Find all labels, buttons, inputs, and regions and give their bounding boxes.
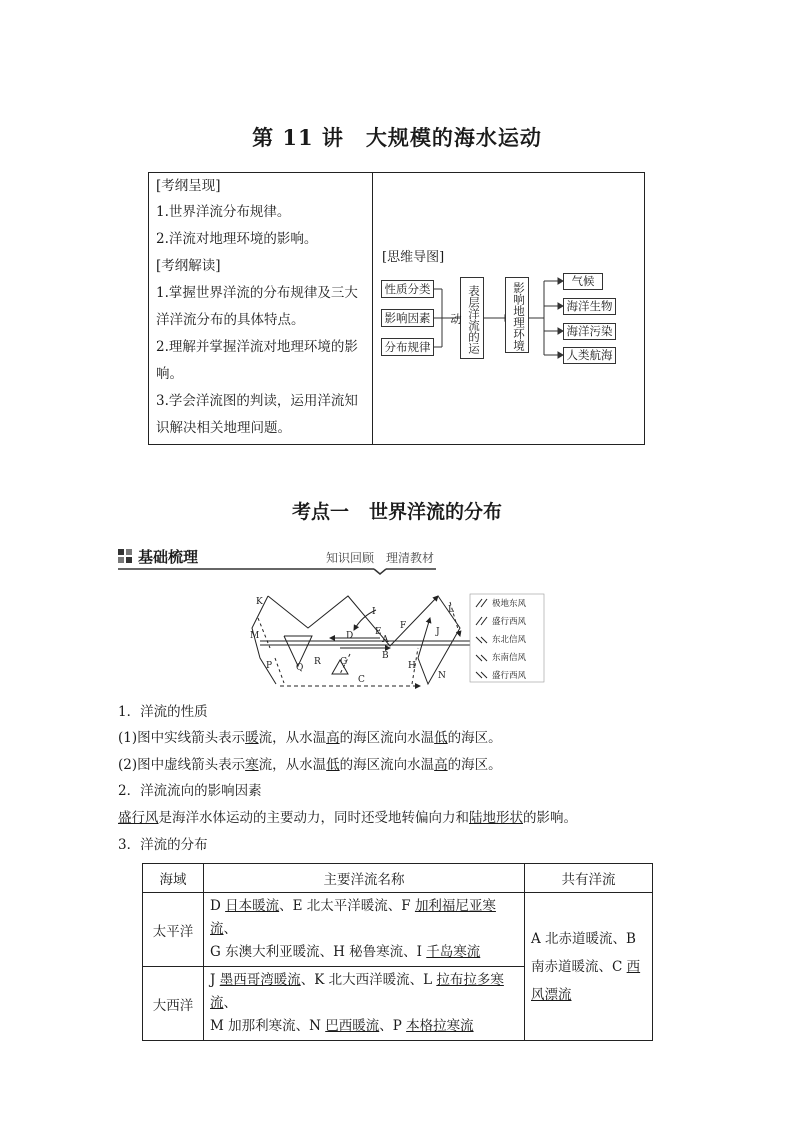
outline-divider bbox=[372, 173, 373, 444]
outline-line: 1.掌握世界洋流的分布规律及三大 bbox=[156, 285, 358, 301]
basic-review-subtitle: 知识回顾 理清教材 bbox=[326, 551, 435, 565]
current-label: C bbox=[358, 675, 365, 685]
table-header: 共有洋流 bbox=[525, 864, 653, 893]
fill-in: 陆地形状 bbox=[469, 810, 523, 826]
text-run: G 东澳大利亚暖流、H 秘鲁寒流、I bbox=[210, 944, 427, 960]
s1-line-1 bbox=[118, 725, 502, 751]
basic-review-title: 基础梳理 bbox=[138, 548, 199, 566]
text-run: 的海区流向水温 bbox=[339, 730, 435, 746]
legend-label: 盛行西风 bbox=[492, 671, 527, 681]
current-label: Q bbox=[296, 663, 304, 673]
outline-line: [考纲呈现] bbox=[156, 178, 221, 194]
mindmap-node-left: 分布规律 bbox=[381, 338, 434, 356]
fill-in: 低 bbox=[326, 757, 340, 773]
fill-in: 暖 bbox=[245, 730, 259, 746]
table-header: 海域 bbox=[143, 864, 204, 893]
text-run: 南赤道暖流、C bbox=[531, 958, 627, 975]
fill-in: 风漂流 bbox=[531, 986, 572, 1003]
current-label: A bbox=[382, 635, 389, 645]
current-label: M bbox=[250, 631, 260, 641]
legend-label: 东南信风 bbox=[492, 653, 527, 663]
text-run: 的海区。 bbox=[447, 757, 502, 773]
current-label: D bbox=[346, 631, 354, 641]
text-run: 、K 北大西洋暖流、L bbox=[300, 972, 437, 988]
mindmap-node-right: 海洋污染 bbox=[563, 323, 616, 340]
currents-cell bbox=[204, 893, 525, 967]
sea-area-cell: 大西洋 bbox=[143, 967, 204, 1041]
text-run: 的海区。 bbox=[447, 730, 502, 746]
current-label: G bbox=[340, 657, 348, 667]
fill-in: 西 bbox=[626, 958, 641, 975]
outline-line: 洋洋流分布的具体特点。 bbox=[156, 312, 305, 328]
text-run: 是海洋水体运动的主要动力，同时还受地转偏向力和 bbox=[158, 810, 469, 826]
fill-in: 盛行风 bbox=[118, 810, 159, 826]
text-run: 的海区流向水温 bbox=[339, 757, 435, 773]
fill-in: 巴西暖流 bbox=[325, 1018, 380, 1034]
shared-currents-cell bbox=[525, 893, 653, 1041]
text-run: J bbox=[210, 972, 220, 988]
current-label: P bbox=[266, 661, 273, 671]
section-title bbox=[0, 497, 794, 524]
fill-in: 本格拉寒流 bbox=[406, 1018, 474, 1034]
s1-line-2 bbox=[118, 752, 502, 778]
current-label: B bbox=[382, 651, 389, 661]
page-title bbox=[0, 122, 794, 152]
text-run: D bbox=[210, 898, 226, 914]
table-header: 主要洋流名称 bbox=[204, 864, 525, 893]
text-run: M 加那利寒流、N bbox=[210, 1018, 326, 1034]
mindmap-node-right: 气候 bbox=[563, 273, 603, 290]
legend-label: 极地东风 bbox=[492, 599, 527, 609]
current-label: F bbox=[400, 621, 407, 631]
mindmap-node-left: 性质分类 bbox=[381, 280, 434, 298]
mindmap-node-right: 海洋生物 bbox=[563, 298, 616, 315]
fill-in: 高 bbox=[434, 757, 448, 773]
outline-line: 3.学会洋流图的判读，运用洋流知 bbox=[156, 393, 358, 409]
current-label: N bbox=[438, 671, 446, 681]
text-run: 的影响。 bbox=[523, 810, 577, 826]
basic-review-rule bbox=[118, 566, 438, 576]
mindmap-label: [思维导图] bbox=[382, 250, 445, 265]
fill-in: 千岛寒流 bbox=[426, 944, 481, 960]
s1-heading: 1．洋流的性质 bbox=[118, 704, 208, 720]
table-row bbox=[143, 893, 653, 967]
s2-heading: 2．洋流流向的影响因素 bbox=[118, 783, 262, 799]
fill-in: 拉布拉多寒流 bbox=[210, 972, 504, 1011]
text-run: (2)图中虚线箭头表示 bbox=[118, 757, 246, 773]
fill-in: 加利福尼亚寒流 bbox=[210, 898, 496, 937]
fill-in: 墨西哥湾暖流 bbox=[219, 972, 301, 988]
text-run: 、 bbox=[223, 995, 237, 1011]
currents-cell bbox=[204, 967, 525, 1041]
ocean-current-diagram bbox=[240, 588, 550, 694]
mindmap-node-middle: 影响地理环境 bbox=[505, 277, 529, 353]
s3-heading: 3．洋流的分布 bbox=[118, 837, 208, 853]
current-label: E bbox=[375, 627, 382, 637]
sea-area-cell: 太平洋 bbox=[143, 893, 204, 967]
text-run: 、 bbox=[223, 921, 237, 937]
fill-in: 低 bbox=[434, 730, 448, 746]
grid-icon bbox=[118, 549, 132, 563]
current-label: H bbox=[408, 661, 416, 671]
mindmap-node-center: 表层洋流的运动 bbox=[460, 277, 484, 359]
text-run: 、P bbox=[379, 1018, 407, 1034]
text-run: 流，从水温 bbox=[258, 730, 327, 746]
legend-label: 东北信风 bbox=[492, 635, 527, 645]
section-prefix: 考点一 bbox=[291, 501, 349, 523]
outline-line: 响。 bbox=[156, 366, 183, 382]
lecture-topic: 大规模的海水运动 bbox=[365, 125, 542, 150]
text-run: 、E 北太平洋暖流、F bbox=[279, 898, 415, 914]
fill-in: 高 bbox=[326, 730, 340, 746]
text-run: 流，从水温 bbox=[258, 757, 327, 773]
text-run: A 北赤道暖流、B bbox=[531, 930, 636, 947]
outline-line: 1.世界洋流分布规律。 bbox=[156, 204, 291, 220]
fill-in: 日本暖流 bbox=[225, 898, 280, 914]
mindmap-node-left: 影响因素 bbox=[381, 309, 434, 327]
current-label: K bbox=[256, 597, 263, 607]
s2-line bbox=[118, 805, 577, 831]
fill-in: 寒 bbox=[245, 757, 259, 773]
outline-line: [考纲解读] bbox=[156, 258, 221, 274]
current-label: I bbox=[372, 607, 376, 617]
ocean-currents-table bbox=[142, 863, 653, 1041]
outline-line: 2.理解并掌握洋流对地理环境的影 bbox=[156, 339, 358, 355]
section-name: 世界洋流的分布 bbox=[369, 501, 503, 523]
current-label: R bbox=[314, 657, 321, 667]
current-label: J bbox=[436, 627, 440, 637]
outline-line: 2.洋流对地理环境的影响。 bbox=[156, 231, 318, 247]
lecture-number: 第 11 讲 bbox=[252, 125, 344, 150]
table-header-row bbox=[143, 864, 653, 893]
outline-table bbox=[148, 172, 645, 445]
legend-label: 盛行西风 bbox=[492, 617, 527, 627]
outline-line: 识解决相关地理问题。 bbox=[156, 420, 291, 436]
text-run: (1)图中实线箭头表示 bbox=[118, 730, 246, 746]
current-label: L bbox=[448, 605, 454, 615]
mindmap-node-right: 人类航海 bbox=[563, 347, 616, 364]
